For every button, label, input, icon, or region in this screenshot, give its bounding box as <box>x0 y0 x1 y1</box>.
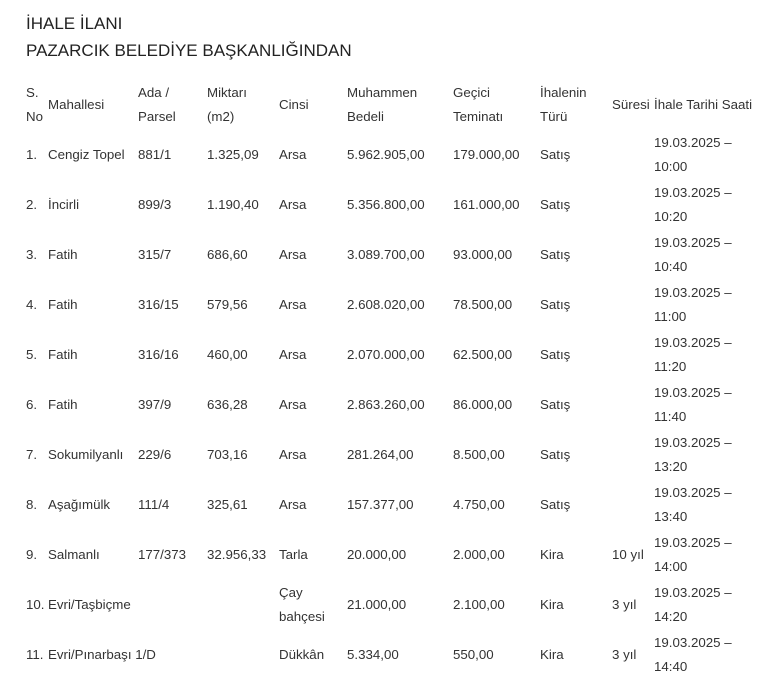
cell-mahalle: Evri/Taşbiçme <box>48 597 131 612</box>
cell-tur: Satış <box>540 147 571 162</box>
cell-muhammen: 3.089.700,00 <box>347 247 425 262</box>
cell-miktar: 1.325,09 <box>207 147 259 162</box>
cell-ada: 229/6 <box>138 447 172 462</box>
header-miktar: Miktarı (m2) <box>207 85 247 124</box>
cell-muhammen: 281.264,00 <box>347 447 414 462</box>
cell-miktar: 325,61 <box>207 497 248 512</box>
cell-miktar: 686,60 <box>207 247 248 262</box>
cell-tarih: 19.03.2025 – 10:00 <box>654 135 732 174</box>
cell-mahalle: Salmanlı <box>48 547 100 562</box>
cell-tur: Satış <box>540 397 571 412</box>
cell-ada: 899/3 <box>138 197 172 212</box>
table-row <box>24 430 762 480</box>
cell-muhammen: 2.863.260,00 <box>347 397 425 412</box>
table-row <box>24 480 762 530</box>
cell-tur: Satış <box>540 297 571 312</box>
cell-cinsi: Tarla <box>279 547 308 562</box>
cell-miktar: 636,28 <box>207 397 248 412</box>
cell-sure <box>610 280 652 330</box>
cell-mahalle: Fatih <box>48 247 78 262</box>
cell-gecici: 93.000,00 <box>453 247 513 262</box>
cell-ada: 316/16 <box>138 347 179 362</box>
cell-mahalle: Sokumilyanlı <box>48 447 124 462</box>
cell-tarih: 19.03.2025 – 13:40 <box>654 485 732 524</box>
cell-miktar: 32.956,33 <box>207 547 267 562</box>
header-mahalle: Mahallesi <box>48 97 105 112</box>
cell-sure <box>610 330 652 380</box>
cell-no: 1. <box>26 147 38 162</box>
cell-gecici: 2.000,00 <box>453 547 505 562</box>
cell-gecici: 86.000,00 <box>453 397 513 412</box>
table-row <box>24 630 762 680</box>
cell-tur: Kira <box>540 547 564 562</box>
cell-muhammen: 2.070.000,00 <box>347 347 425 362</box>
header-tur: İhalenin Türü <box>540 85 587 124</box>
cell-mahalle: Fatih <box>48 397 78 412</box>
cell-ada: 177/373 <box>138 547 187 562</box>
cell-no: 4. <box>26 297 38 312</box>
cell-mahalle: Cengiz Topel <box>48 147 125 162</box>
header-muhammen: Muhammen Bedeli <box>347 85 418 124</box>
cell-sure: 3 yıl <box>612 647 637 662</box>
header-sure: Süresi <box>612 97 650 112</box>
cell-tarih: 19.03.2025 – 14:40 <box>654 635 732 674</box>
cell-ada: 881/1 <box>138 147 172 162</box>
cell-cinsi: Arsa <box>279 497 307 512</box>
cell-tur: Satış <box>540 497 571 512</box>
cell-cinsi: Çay bahçesi <box>279 585 325 624</box>
cell-miktar: 703,16 <box>207 447 248 462</box>
table-row <box>24 330 762 380</box>
cell-tur: Kira <box>540 597 564 612</box>
cell-gecici: 4.750,00 <box>453 497 505 512</box>
cell-tarih: 19.03.2025 – 10:20 <box>654 185 732 224</box>
header-ada-parsel: Ada / Parsel <box>138 85 176 124</box>
cell-tur: Satış <box>540 347 571 362</box>
cell-miktar: 1.190,40 <box>207 197 259 212</box>
cell-no: 11. <box>26 647 44 662</box>
cell-sure <box>610 180 652 230</box>
table-row <box>24 280 762 330</box>
cell-gecici: 179.000,00 <box>453 147 520 162</box>
cell-tarih: 19.03.2025 – 14:00 <box>654 535 732 574</box>
cell-muhammen: 157.377,00 <box>347 497 414 512</box>
cell-cinsi: Arsa <box>279 347 307 362</box>
cell-sure: 3 yıl <box>612 597 637 612</box>
cell-no: 3. <box>26 247 38 262</box>
cell-tarih: 19.03.2025 – 14:20 <box>654 585 732 624</box>
cell-no: 7. <box>26 447 38 462</box>
cell-ada: 111/4 <box>138 497 170 512</box>
cell-sure <box>610 230 652 280</box>
cell-muhammen: 2.608.020,00 <box>347 297 425 312</box>
header-gecici: Geçici Teminatı <box>453 85 504 124</box>
header-no: S. No <box>26 85 43 124</box>
cell-sure <box>610 380 652 430</box>
cell-mahalle: Evri/Pınarbaşı 1/D <box>48 647 156 662</box>
cell-no: 9. <box>26 547 38 562</box>
cell-tarih: 19.03.2025 – 13:20 <box>654 435 732 474</box>
table-row <box>24 180 762 230</box>
cell-ada: 315/7 <box>138 247 172 262</box>
cell-no: 2. <box>26 197 38 212</box>
table-row <box>24 530 762 580</box>
cell-cinsi: Dükkân <box>279 647 325 662</box>
cell-muhammen: 21.000,00 <box>347 597 407 612</box>
cell-gecici: 78.500,00 <box>453 297 513 312</box>
table-row <box>24 380 762 430</box>
cell-cinsi: Arsa <box>279 447 307 462</box>
page-title: İHALE İLANI <box>26 14 123 33</box>
cell-cinsi: Arsa <box>279 147 307 162</box>
cell-no: 10. <box>26 597 45 612</box>
cell-miktar: 579,56 <box>207 297 248 312</box>
cell-mahalle: Aşağımülk <box>48 497 111 512</box>
cell-cinsi: Arsa <box>279 297 307 312</box>
header-tarih: İhale Tarihi Saati <box>654 97 753 112</box>
cell-gecici: 2.100,00 <box>453 597 505 612</box>
cell-muhammen: 5.962.905,00 <box>347 147 425 162</box>
cell-cinsi: Arsa <box>279 247 307 262</box>
cell-sure <box>610 480 652 530</box>
cell-cinsi: Arsa <box>279 397 307 412</box>
cell-tur: Kira <box>540 647 564 662</box>
cell-gecici: 8.500,00 <box>453 447 505 462</box>
cell-cinsi: Arsa <box>279 197 307 212</box>
cell-tarih: 19.03.2025 – 11:20 <box>654 335 732 374</box>
cell-muhammen: 5.334,00 <box>347 647 399 662</box>
cell-muhammen: 5.356.800,00 <box>347 197 425 212</box>
table-row <box>24 130 762 180</box>
cell-sure <box>610 430 652 480</box>
cell-gecici: 62.500,00 <box>453 347 513 362</box>
cell-no: 6. <box>26 397 38 412</box>
cell-tarih: 19.03.2025 – 11:00 <box>654 285 732 324</box>
table-row <box>24 580 762 630</box>
cell-tur: Satış <box>540 447 571 462</box>
cell-gecici: 550,00 <box>453 647 494 662</box>
cell-no: 8. <box>26 497 38 512</box>
cell-tarih: 19.03.2025 – 11:40 <box>654 385 732 424</box>
cell-tur: Satış <box>540 197 571 212</box>
cell-gecici: 161.000,00 <box>453 197 520 212</box>
cell-tur: Satış <box>540 247 571 262</box>
cell-sure <box>610 130 652 180</box>
cell-tarih: 19.03.2025 – 10:40 <box>654 235 732 274</box>
tender-table <box>24 80 762 680</box>
cell-ada: 316/15 <box>138 297 179 312</box>
cell-sure: 10 yıl <box>612 547 644 562</box>
header-cinsi: Cinsi <box>279 97 309 112</box>
cell-mahalle: Fatih <box>48 347 78 362</box>
cell-miktar: 460,00 <box>207 347 248 362</box>
page-subtitle: PAZARCIK BELEDİYE BAŞKANLIĞINDAN <box>26 41 352 60</box>
table-row <box>24 230 762 280</box>
cell-no: 5. <box>26 347 38 362</box>
table-header-row <box>24 80 762 130</box>
cell-mahalle: İncirli <box>48 197 80 212</box>
cell-muhammen: 20.000,00 <box>347 547 407 562</box>
cell-ada: 397/9 <box>138 397 172 412</box>
cell-mahalle: Fatih <box>48 297 78 312</box>
